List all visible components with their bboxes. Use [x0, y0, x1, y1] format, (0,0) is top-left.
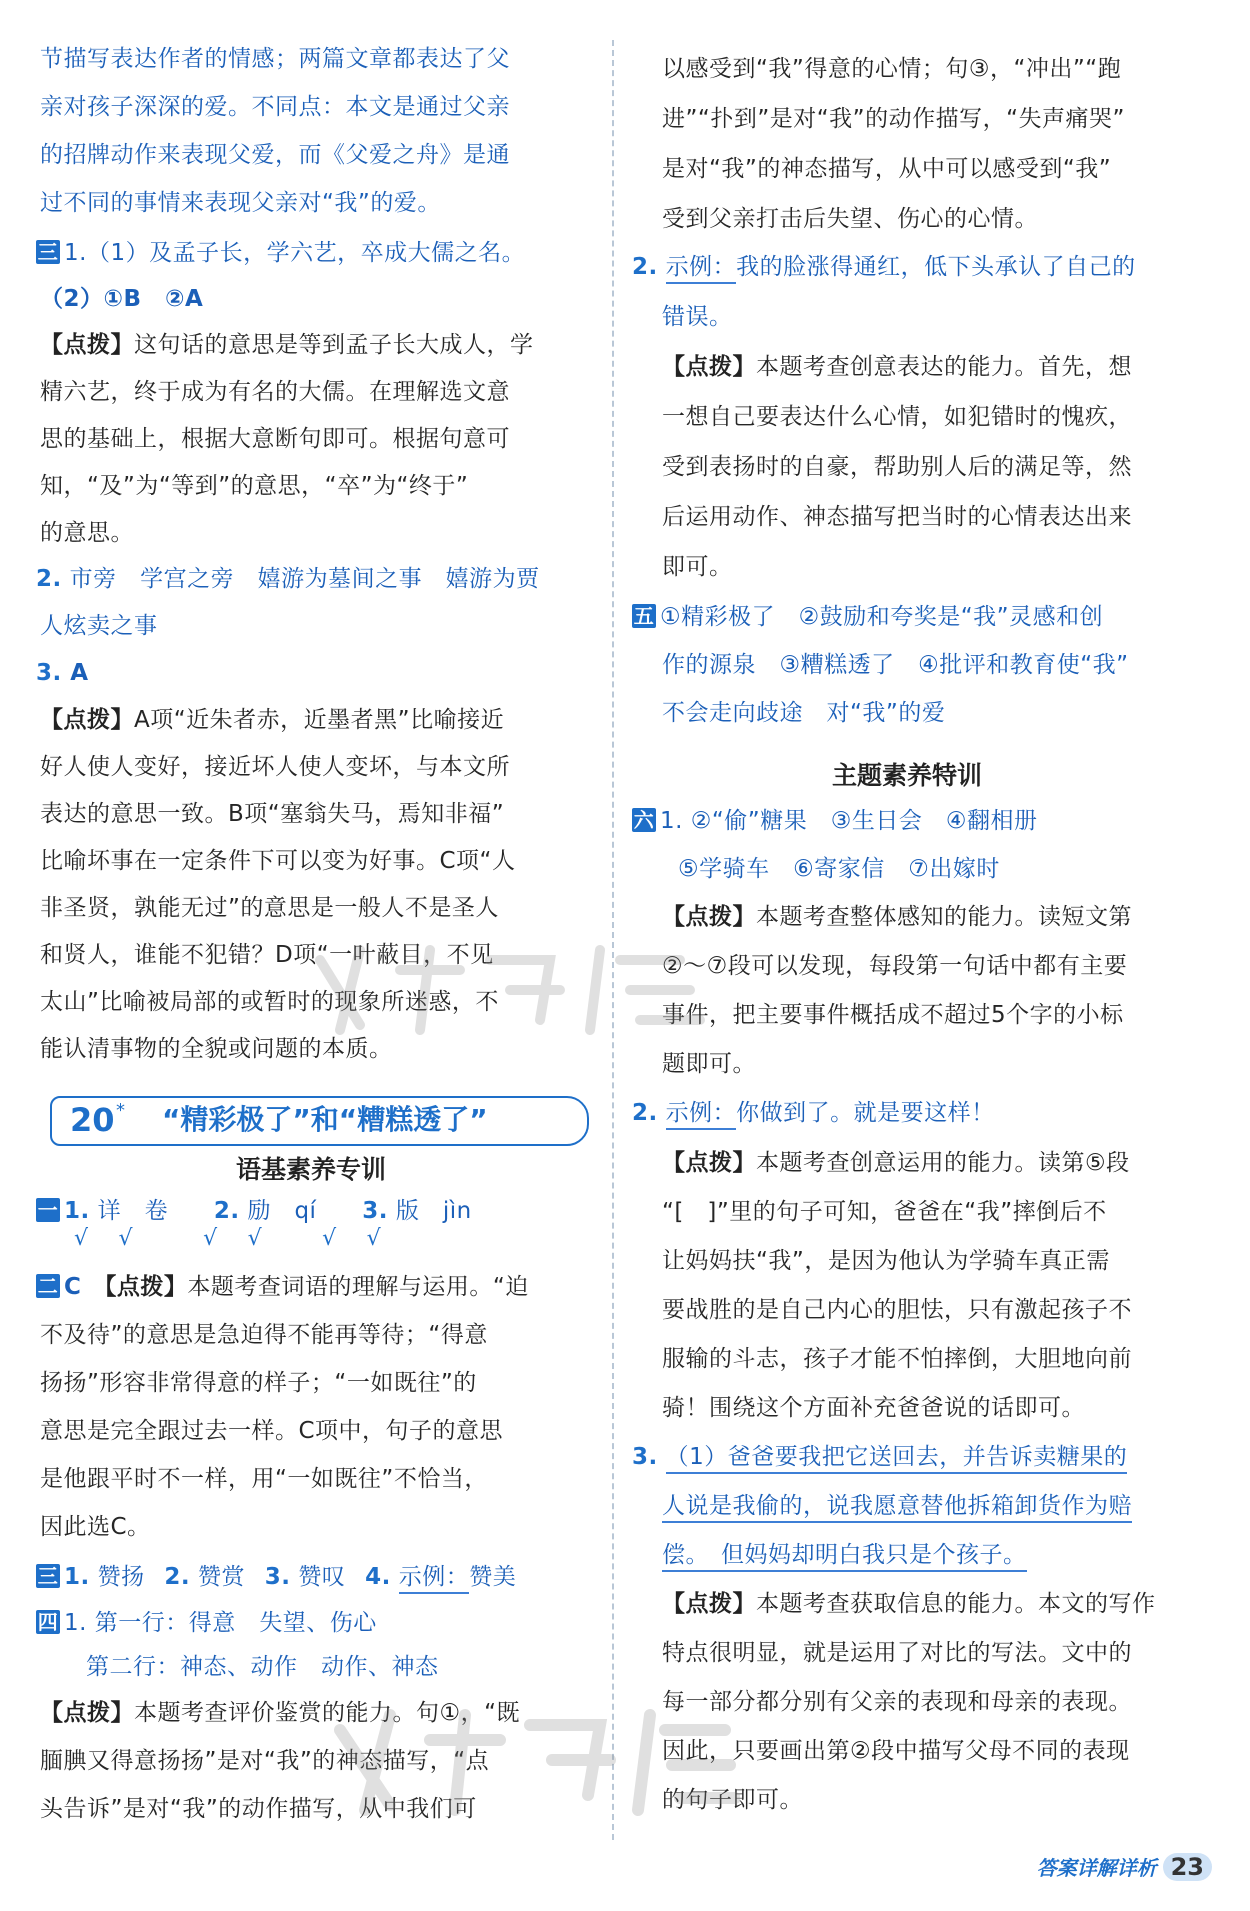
- tip-line: 思的基础上，根据大意断句即可。根据句意可: [40, 426, 510, 452]
- tip-line: 一想自己要表达什么心情，如犯错时的愧疚，: [662, 404, 1132, 430]
- tip-line: 受到表扬时的自豪，帮助别人后的满足等，然: [662, 454, 1132, 480]
- tip-line: 知，“及”为“等到”的意思，“卒”为“终于”: [40, 473, 469, 499]
- tip-line: 事件，把主要事件概括成不超过5个字的小标: [662, 1002, 1124, 1028]
- lesson-number: 20: [70, 1101, 115, 1139]
- watermark-shape: [300, 930, 720, 1040]
- section-three-q1b: （2）①B ②A: [40, 286, 204, 312]
- intro-line: 亲对孩子深深的爱。不同点：本文是通过父亲: [40, 94, 510, 120]
- tip-line: 好人使人变好，接近坏人使人变坏，与本文所: [40, 754, 510, 780]
- intro-line: 的招牌动作来表现父爱，而《父爱之舟》是通: [40, 142, 510, 168]
- tip-line: 【点拨】本题考查创意运用的能力。读第⑤段: [662, 1150, 1130, 1176]
- tip-line: 意思是完全跟过去一样。C项中，句子的意思: [40, 1418, 504, 1444]
- tip-line: 精六艺，终于成为有名的大儒。在理解选文意: [40, 379, 510, 405]
- lesson-mark: *: [116, 1100, 125, 1121]
- tip-line: 的句子即可。: [662, 1787, 803, 1813]
- footer-label: 答案详解详析: [1036, 1856, 1157, 1880]
- tip-line: 【点拨】本题考查评价鉴赏的能力。句①，“既: [40, 1700, 521, 1726]
- cont-line: 受到父亲打击后失望、伤心的心情。: [662, 206, 1038, 232]
- tip-line: ②～⑦段可以发现，每段第一句话中都有主要: [662, 953, 1128, 979]
- tip-line: 【点拨】A项“近朱者赤，近墨者黑”比喻接近: [40, 707, 505, 733]
- tip-line: 太山”比喻被局部的或暂时的现象所迷惑，不: [40, 989, 499, 1015]
- tip-line: 【点拨】本题考查创意表达的能力。首先，想: [662, 354, 1132, 380]
- q2-answer-cont: 错误。: [662, 304, 733, 330]
- tip-line: “[ ]”里的句子可知，爸爸在“我”摔倒后不: [662, 1199, 1107, 1225]
- section-title-theme: 主题素养特训: [832, 761, 983, 790]
- tip-line: 【点拨】本题考查整体感知的能力。读短文第: [662, 904, 1132, 930]
- q6-row: 六 1. ②“偷”糖果 ③生日会 ④翻相册: [633, 808, 1038, 834]
- q63-answer-cont: 人说是我偷的，说我愿意替他拆箱卸货作为赔: [662, 1491, 1132, 1521]
- cont-line: 以感受到“我”得意的心情；句③，“冲出”“跑: [662, 56, 1122, 82]
- tip-line: 服输的斗志，孩子才能不怕摔倒，大胆地向前: [662, 1346, 1132, 1372]
- tip-line: 和贤人，谁能不犯错？D项“一叶蔽目，不见: [40, 942, 494, 968]
- q5-row: 五 ①精彩极了 ②鼓励和夸奖是“我”灵感和创: [633, 604, 1104, 630]
- q3-answer: 3. A: [36, 660, 89, 686]
- q63-answer: 3. （1）爸爸要我把它送回去，并告诉卖糖果的: [632, 1442, 1127, 1472]
- tip-line: 比喻坏事在一定条件下可以变为好事。C项“人: [40, 848, 516, 874]
- section-tag: 三: [37, 240, 59, 264]
- q2-answer-cont: 人炫卖之事: [40, 613, 158, 639]
- tip-line: 是他跟平时不一样，用“一如既往”不恰当，: [40, 1466, 488, 1492]
- intro-line: 过不同的事情来表现父亲对“我”的爱。: [40, 190, 441, 216]
- lesson-title: “精彩极了”和“糟糕透了”: [162, 1103, 488, 1136]
- tip-line: 因此选C。: [40, 1514, 151, 1540]
- q63-answer-cont: 偿。 但妈妈却明白我只是个孩子。: [662, 1540, 1027, 1570]
- tip-line: 表达的意思一致。B项“塞翁失马，焉知非福”: [40, 801, 505, 827]
- q2-row: 二 C 【点拨】本题考查词语的理解与运用。“迫: [37, 1274, 529, 1300]
- q4-row2: 第二行：神态、动作 动作、神态: [86, 1654, 439, 1680]
- q3-row: 三 1. 赞扬 2. 赞赏 3. 赞叹 4. 示例：赞美: [36, 1562, 516, 1592]
- tip-line: 题即可。: [662, 1051, 756, 1077]
- intro-line: 节描写表达作者的情感；两篇文章都表达了父: [40, 46, 510, 72]
- q5-row-cont: 不会走向歧途 对“我”的爱: [662, 700, 946, 726]
- tip-line: 因此，只要画出第②段中描写父母不同的表现: [662, 1738, 1130, 1764]
- tip-line: 骑！围绕这个方面补充爸爸说的话即可。: [662, 1395, 1085, 1421]
- q6-row-cont: ⑤学骑车 ⑥寄家信 ⑦出嫁时: [678, 856, 1000, 882]
- section-title-basics: 语基素养专训: [236, 1155, 387, 1184]
- tip-line: 头告诉”是对“我”的动作描写，从中我们可: [40, 1796, 477, 1822]
- page-number: 23: [1163, 1853, 1212, 1881]
- tip-line: 【点拨】本题考查获取信息的能力。本文的写作: [662, 1591, 1156, 1617]
- tip-line: 【点拨】这句话的意思是等到孟子长大成人，学: [40, 332, 534, 358]
- tip-line: 腼腆又得意扬扬”是对“我”的神态描写，“点: [40, 1748, 490, 1774]
- answer-text: 1.（1）及孟子长，学六艺，卒成大儒之名。: [64, 240, 526, 266]
- tip-line: 特点很明显，就是运用了对比的写法。文中的: [662, 1640, 1132, 1666]
- watermark-shape: [320, 1690, 740, 1820]
- q5-row-cont: 作的源泉 ③糟糕透了 ④批评和教育使“我”: [662, 652, 1129, 678]
- tip-line: 后运用动作、神态描写把当时的心情表达出来: [662, 504, 1132, 530]
- tip-line: 能认清事物的全貌或问题的本质。: [40, 1036, 393, 1062]
- tip-line: 即可。: [662, 554, 733, 580]
- cont-line: 进”“扑到”是对“我”的动作描写，“失声痛哭”: [662, 106, 1125, 132]
- tip-line: 扬扬”形容非常得意的样子；“一如既往”的: [40, 1370, 477, 1396]
- cont-line: 是对“我”的神态描写，从中可以感受到“我”: [662, 156, 1112, 182]
- q2-answer: 2. 示例：我的脸涨得通红，低下头承认了自己的: [632, 252, 1136, 282]
- q1-row: 一 1. 详 卷 2. 励 qí 3. 版 jìn: [37, 1198, 472, 1224]
- tip-line: 不及待”的意思是急迫得不能再等待；“得意: [40, 1322, 488, 1348]
- lesson-header: [50, 1096, 589, 1146]
- page-footer: [1037, 1852, 1212, 1888]
- q1-check-marks: √ √ √ √ √ √: [74, 1226, 382, 1251]
- tip-line: 非圣贤，孰能无过”的意思是一般人不是圣人: [40, 895, 499, 921]
- q4-row: 四 1. 第一行：得意 失望、伤心: [37, 1610, 377, 1636]
- tip-line: 每一部分都分别有父亲的表现和母亲的表现。: [662, 1689, 1132, 1715]
- section-three-q1: [36, 238, 525, 268]
- tip-line: 的意思。: [40, 520, 134, 546]
- q62-answer: 2. 示例：你做到了。就是要这样！: [632, 1098, 995, 1128]
- q2-answer: 2. 市旁 学宫之旁 嬉游为墓间之事 嬉游为贾: [36, 566, 540, 592]
- tip-line: 让妈妈扶“我”，是因为他认为学骑车真正需: [662, 1248, 1110, 1274]
- tip-line: 要战胜的是自己内心的胆怯，只有激起孩子不: [662, 1297, 1132, 1323]
